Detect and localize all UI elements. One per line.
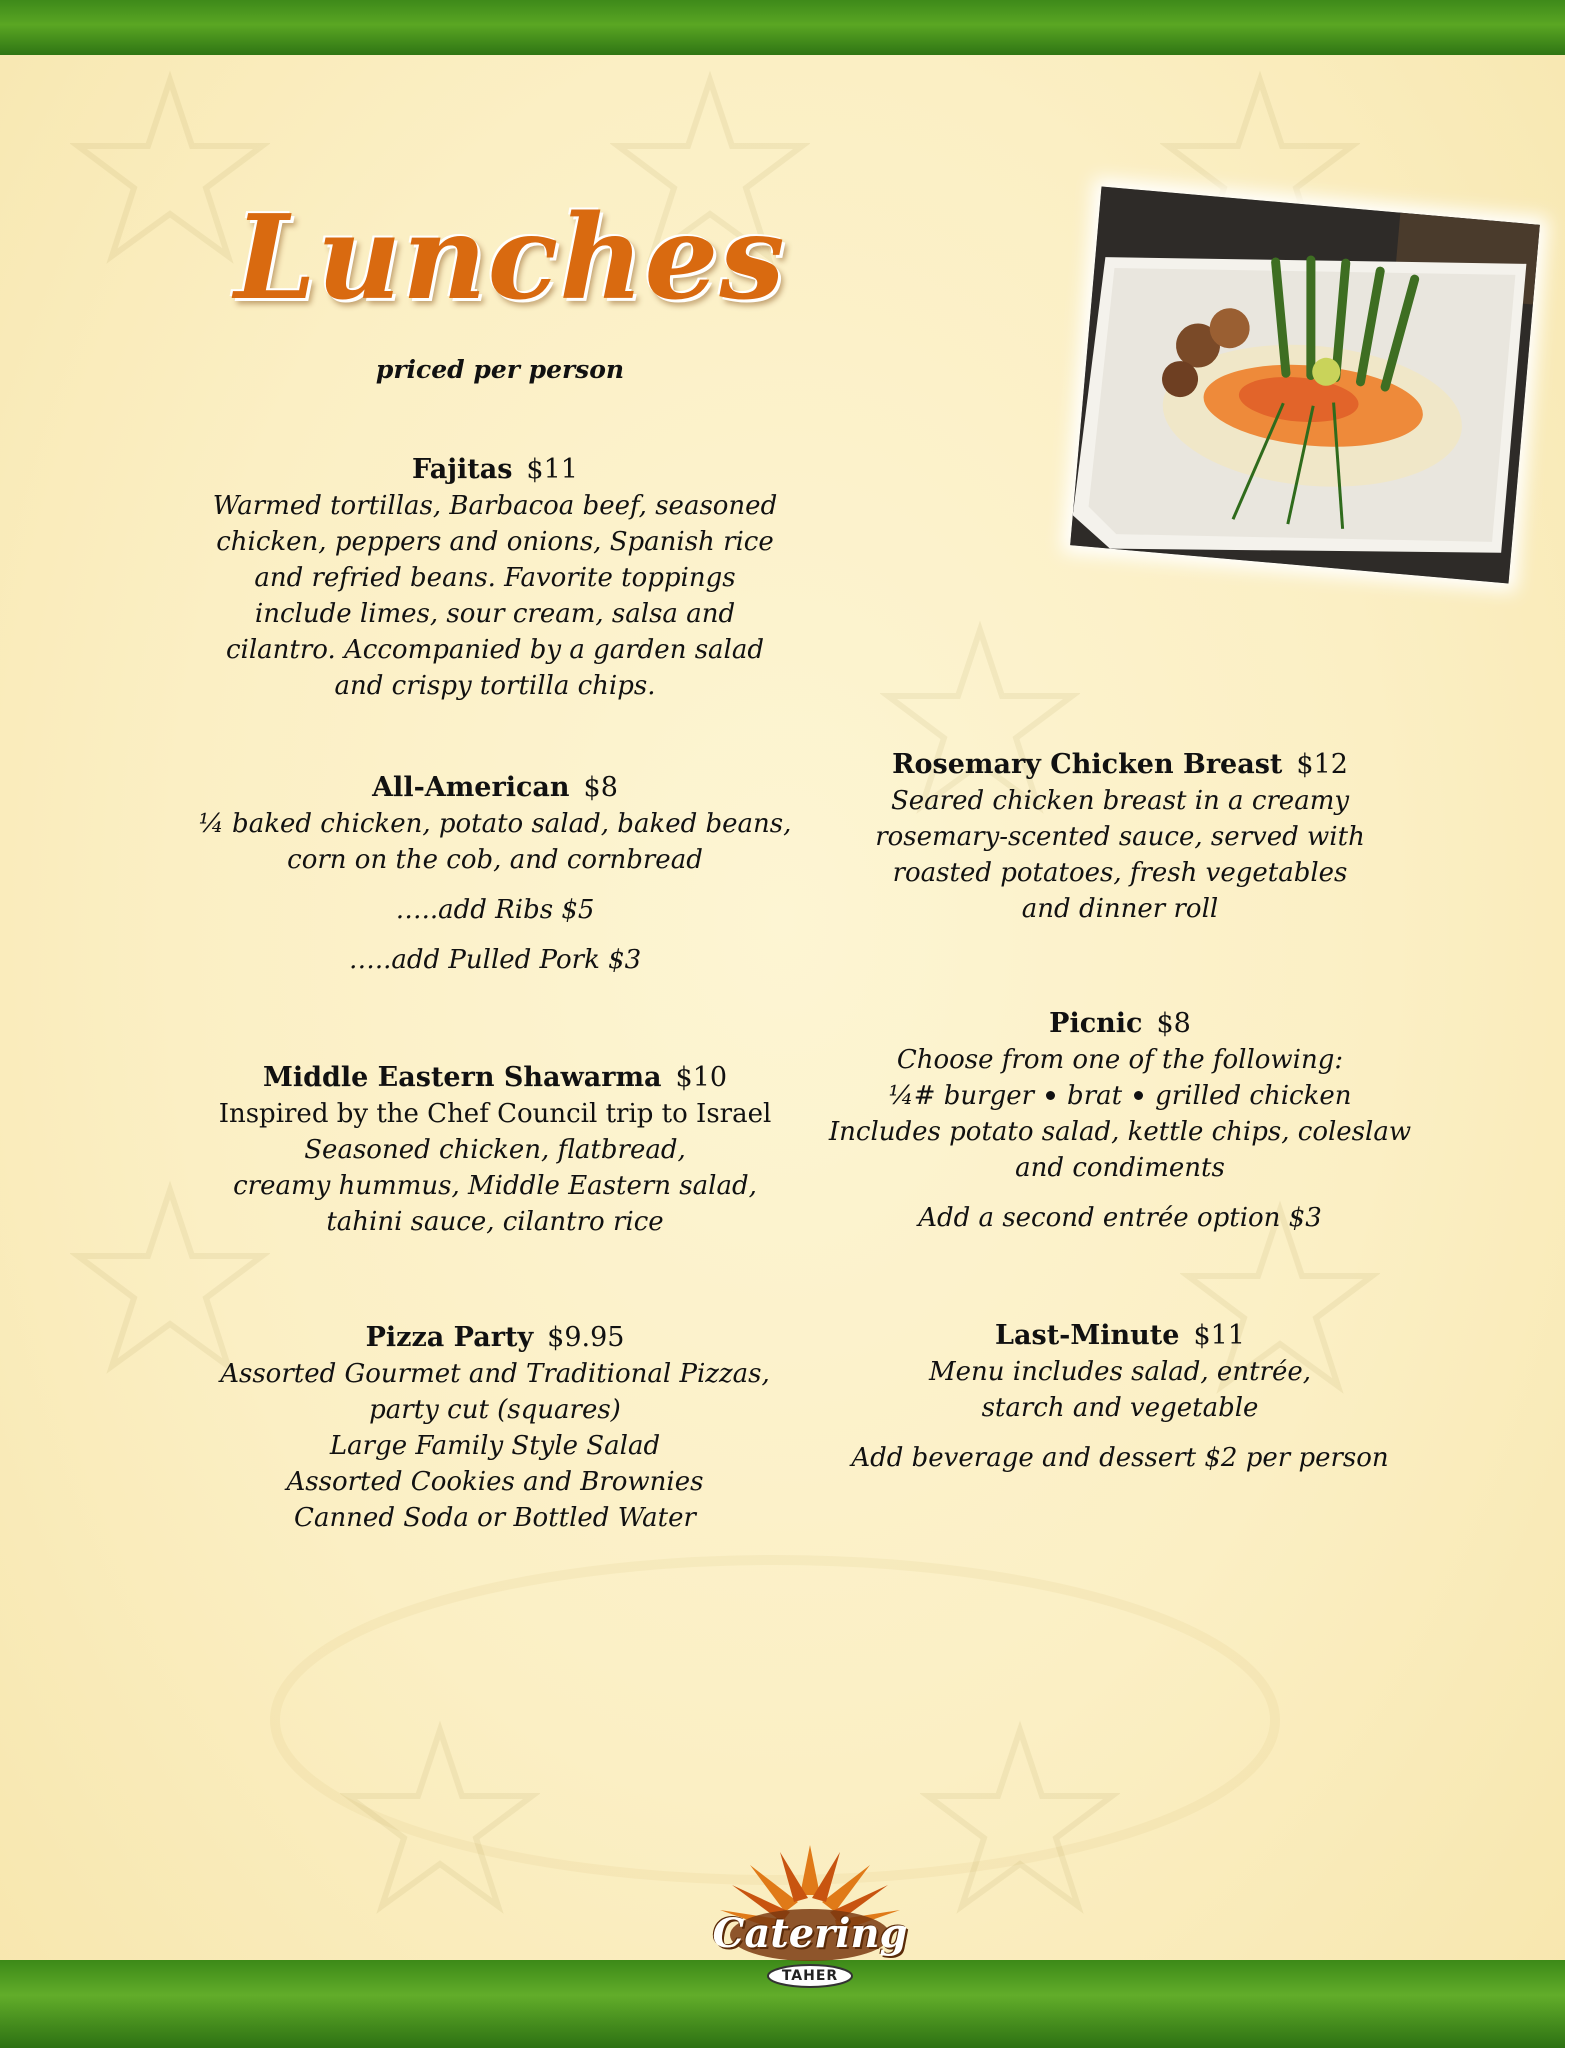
page-edge [1565, 0, 1582, 2048]
item-addon: Add beverage and dessert $2 per person [851, 1443, 1389, 1473]
item-name: Middle Eastern Shawarma [262, 1062, 662, 1093]
item-description-line: Menu includes salad, entrée, [929, 1357, 1311, 1387]
page-title: Lunches [234, 190, 786, 326]
item-description-line: Assorted Cookies and Brownies [286, 1467, 704, 1497]
item-price: $12 [1296, 749, 1348, 780]
top-green-band [0, 0, 1565, 55]
menu-item-shawarma [170, 1060, 820, 1240]
item-description-line: party cut (squares) [369, 1395, 621, 1425]
item-description-line: rosemary-scented sauce, served with [875, 822, 1365, 852]
item-description-line: and condiments [1015, 1153, 1225, 1183]
item-price: $8 [583, 772, 618, 803]
menu-item-pizza-party [170, 1320, 820, 1536]
page-subtitle: priced per person [375, 355, 625, 384]
item-addon: …..add Ribs $5 [395, 895, 595, 925]
menu-item-fajitas [170, 452, 820, 704]
item-price: $11 [1193, 1320, 1245, 1351]
menu-item-rosemary-chicken [810, 747, 1430, 927]
item-description-line: tahini sauce, cilantro rice [326, 1207, 664, 1237]
item-description-line: corn on the cob, and cornbread [287, 845, 703, 875]
item-description-line: and dinner roll [1021, 894, 1219, 924]
item-name: Rosemary Chicken Breast [892, 749, 1283, 780]
item-description-line: roasted potatoes, fresh vegetables [892, 858, 1348, 888]
item-description-line: Seared chicken breast in a creamy [890, 786, 1350, 816]
logo-brand-text: TAHER [781, 1968, 839, 1984]
item-description-line: chicken, peppers and onions, Spanish rice [216, 527, 774, 557]
item-options [810, 1078, 1430, 1114]
plated-fish-entree-photo [1070, 187, 1540, 584]
menu-item-picnic [810, 1006, 1430, 1236]
option-brat: brat [1067, 1081, 1123, 1111]
catering-taher-logo [690, 1840, 930, 1990]
item-name: Fajitas [412, 454, 513, 485]
item-description-line: Seasoned chicken, flatbread, [304, 1135, 686, 1165]
option-grilled-chicken: grilled chicken [1155, 1081, 1352, 1111]
option-burger: ¼# burger [888, 1081, 1035, 1111]
logo-script-text: Catering [712, 1910, 908, 1957]
item-description-line: starch and vegetable [981, 1393, 1259, 1423]
item-name: Last-Minute [995, 1320, 1180, 1351]
item-description-line: Assorted Gourmet and Traditional Pizzas, [220, 1359, 770, 1389]
item-description-line: Canned Soda or Bottled Water [294, 1503, 696, 1533]
item-name: Picnic [1049, 1008, 1143, 1039]
item-description-line: cilantro. Accompanied by a garden salad [225, 635, 765, 665]
item-description-line: creamy hummus, Middle Eastern salad, [233, 1171, 757, 1201]
item-description-line: ¼ baked chicken, potato salad, baked beans, [198, 809, 792, 839]
item-description-line: Warmed tortillas, Barbacoa beef, seasoned [212, 491, 778, 521]
item-addon: Add a second entrée option $3 [918, 1203, 1322, 1233]
item-description-line: include limes, sour cream, salsa and [254, 599, 736, 629]
item-price: $9.95 [547, 1322, 625, 1353]
item-name: All-American [372, 772, 570, 803]
item-addon: …..add Pulled Pork $3 [348, 945, 642, 975]
item-description-line: and refried beans. Favorite toppings [254, 563, 736, 593]
item-intro: Inspired by the Chef Council trip to Israel [218, 1099, 772, 1129]
item-price: $10 [675, 1062, 728, 1093]
item-description-line: and crispy tortilla chips. [334, 671, 656, 701]
item-price: $8 [1156, 1008, 1191, 1039]
item-description-line: Includes potato salad, kettle chips, coleslaw [828, 1117, 1412, 1147]
item-description-line: Large Family Style Salad [329, 1431, 661, 1461]
menu-item-last-minute [810, 1318, 1430, 1476]
item-choose: Choose from one of the following: [896, 1045, 1344, 1075]
item-name: Pizza Party [365, 1322, 534, 1353]
bullet-icon [1134, 1091, 1143, 1100]
item-price: $11 [526, 454, 578, 485]
bullet-icon [1046, 1091, 1055, 1100]
menu-item-all-american [170, 770, 820, 978]
